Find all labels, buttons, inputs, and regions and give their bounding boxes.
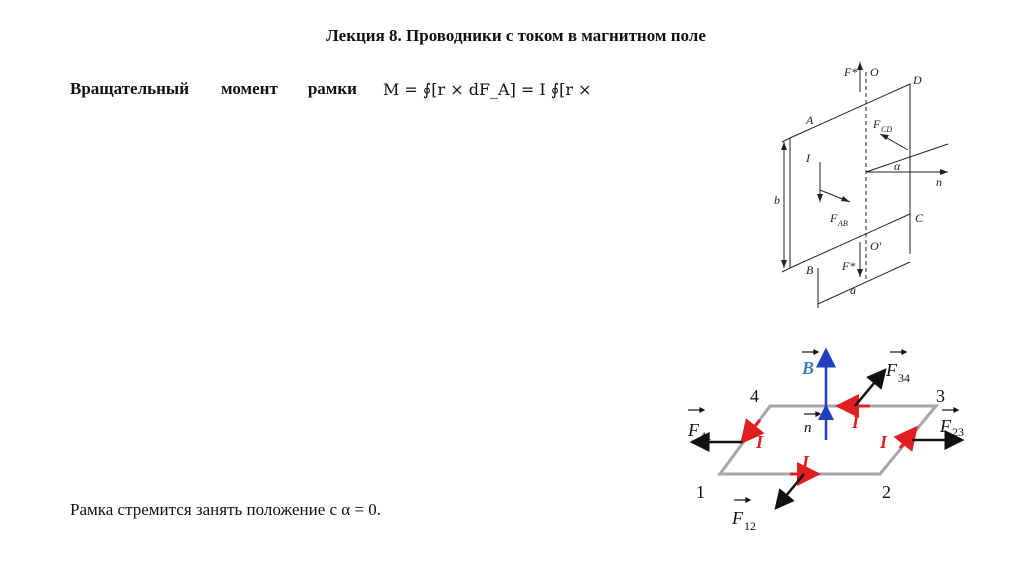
label-b-corner: B xyxy=(806,263,814,277)
frame-diagram-bottom xyxy=(680,340,980,540)
angle-line xyxy=(866,144,948,172)
label-i-right: I xyxy=(880,432,888,452)
frame-outline xyxy=(790,84,910,268)
label-i-left: I xyxy=(756,432,764,452)
label-i-current: I xyxy=(806,151,810,165)
label-f34: F xyxy=(886,360,897,380)
side-a-dimension xyxy=(818,262,910,304)
label-b-field: B xyxy=(802,358,815,378)
label-n: n xyxy=(936,175,942,189)
label-alpha: α xyxy=(894,159,901,173)
label-f-cd-sub: CD xyxy=(881,125,893,134)
word-moment: момент xyxy=(221,79,278,98)
label-b-side: b xyxy=(774,193,780,207)
label-f-ab: F xyxy=(830,211,838,225)
label-f12-sub: 12 xyxy=(744,519,756,533)
label-o-top: O xyxy=(870,65,879,79)
label-o-bottom: O′ xyxy=(870,239,882,253)
label-d: D xyxy=(913,73,922,87)
label-f-cd: F xyxy=(873,117,881,131)
label-f41-sub: 41 xyxy=(700,429,712,443)
label-f41: F xyxy=(688,420,699,440)
slide-title: Лекция 8. Проводники с током в магнитном поле xyxy=(326,26,706,45)
word-rotational: Вращательный xyxy=(70,79,189,98)
label-corner-2: 2 xyxy=(882,482,891,502)
label-corner-3: 3 xyxy=(936,386,945,406)
f12-arrow xyxy=(776,474,804,508)
word-frame: рамки xyxy=(307,79,357,98)
label-i-top: I xyxy=(852,412,860,432)
torque-formula: M = ∮[r × dF_A] = I ∮[r × xyxy=(382,79,592,99)
f34-arrow xyxy=(855,370,885,406)
torque-formula-row xyxy=(70,76,592,102)
label-a-side: a xyxy=(850,283,856,297)
label-f34-sub: 34 xyxy=(898,371,910,385)
conclusion-text: Рамка стремится занять положение с α = 0. xyxy=(70,500,382,519)
label-f23: F xyxy=(940,416,951,436)
label-f12: F xyxy=(732,508,743,528)
label-f23-sub: 23 xyxy=(952,425,964,439)
label-f-star-top: F* xyxy=(844,65,858,79)
label-f-ab-sub: AB xyxy=(838,219,848,228)
label-n: n xyxy=(804,420,812,436)
current-arrow-right xyxy=(900,428,916,448)
label-c: C xyxy=(915,211,924,225)
label-i-bottom: I xyxy=(802,452,810,472)
label-corner-4: 4 xyxy=(750,386,759,406)
label-a-corner: A xyxy=(806,113,814,127)
frame-diagram-top xyxy=(760,62,960,324)
label-f-star-bottom: F* xyxy=(842,259,856,273)
label-corner-1: 1 xyxy=(696,482,705,502)
flat-frame xyxy=(720,406,936,474)
